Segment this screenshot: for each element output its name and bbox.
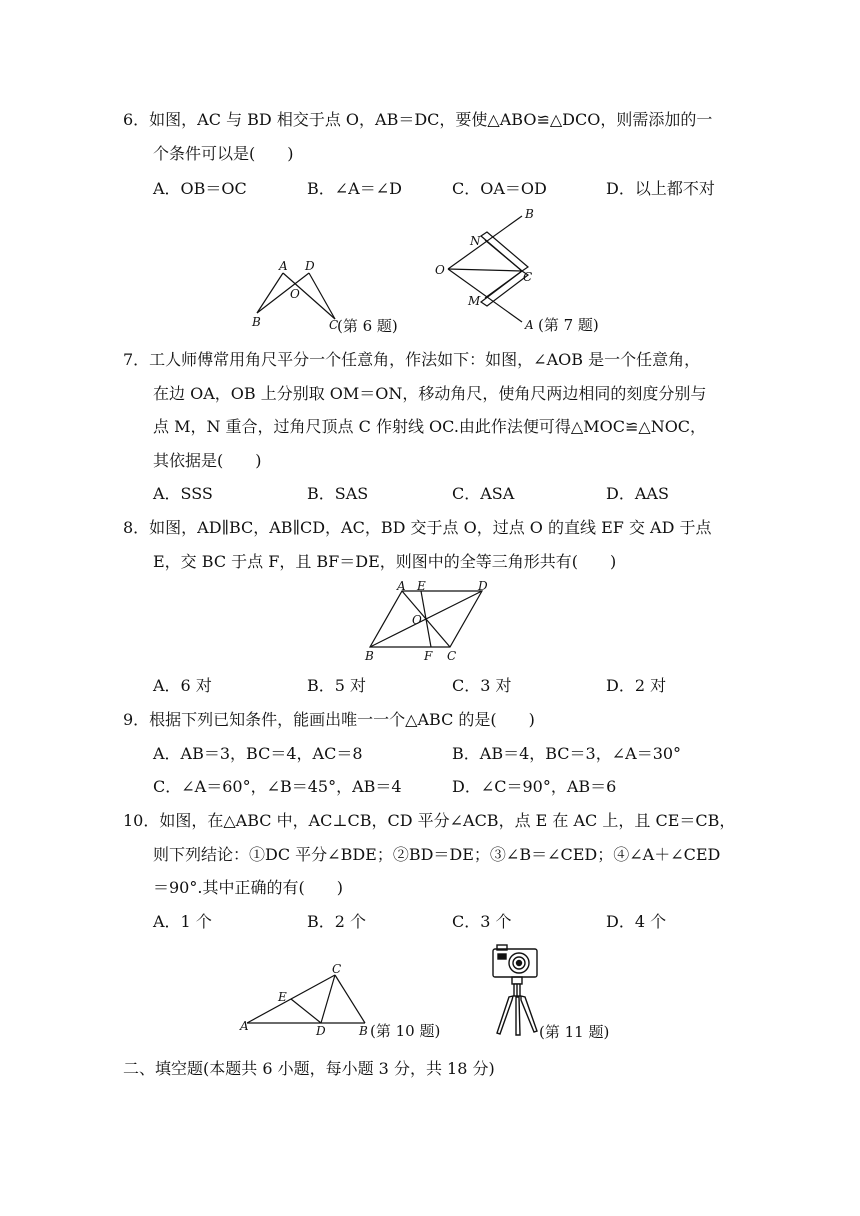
q8-label-a: A — [397, 579, 406, 593]
q10-option-c: C．3 个 — [452, 912, 512, 931]
q8-seg-ef — [421, 591, 431, 647]
q8-figure — [360, 580, 500, 665]
q6-label-c: C — [329, 318, 339, 332]
q6-line2: 个条件可以是( ) — [153, 144, 294, 163]
q10-line2: 则下列结论：①DC 平分∠BDE；②BD＝DE；③∠B＝∠CED；④∠A＋∠CED — [153, 845, 721, 864]
q6-label-a: A — [279, 259, 288, 273]
q8-line2: E，交 BC 于点 F，且 BF＝DE，则图中的全等三角形共有( ) — [153, 552, 617, 571]
q8-option-a: A．6 对 — [153, 676, 212, 695]
q10-seg-cb — [335, 975, 365, 1023]
q8-option-b: B．5 对 — [307, 676, 367, 695]
q6-seg-dc — [309, 273, 335, 319]
q10-label-e: E — [278, 990, 287, 1004]
q7-label-b: B — [525, 207, 534, 221]
q9-option-d: D．∠C＝90°，AB＝6 — [452, 777, 617, 796]
q6-seg-db — [257, 273, 309, 313]
q10-seg-ed — [291, 999, 321, 1023]
q10-option-b: B．2 个 — [307, 912, 367, 931]
q6-option-a: A．OB＝OC — [153, 179, 247, 198]
q8-option-c: C．3 对 — [452, 676, 512, 695]
q6-option-d: D．以上都不对 — [606, 179, 715, 198]
q6-figure-caption: (第 6 题) — [337, 317, 398, 335]
q8-label-b: B — [365, 649, 374, 663]
q10-label-a: A — [240, 1019, 249, 1033]
q8-label-f: F — [424, 649, 433, 663]
q6-figure — [245, 255, 415, 340]
q9-option-b: B．AB＝4，BC＝3，∠A＝30° — [452, 744, 682, 763]
q8-label-d: D — [478, 579, 488, 593]
q11-figure-caption: (第 11 题) — [539, 1023, 610, 1041]
q7-label-a: A — [525, 318, 534, 332]
section2-heading: 二、填空题(本题共 6 小题，每小题 3 分，共 18 分) — [123, 1059, 495, 1078]
q10-label-d: D — [316, 1024, 326, 1038]
q9-line1: 9．根据下列已知条件，能画出唯一一个△ABC 的是( ) — [123, 710, 535, 729]
q10-figure-caption: (第 10 题) — [370, 1022, 441, 1040]
q10-option-a: A．1 个 — [153, 912, 212, 931]
q7-line4: 其依据是( ) — [153, 451, 262, 470]
q7-option-c: C．ASA — [452, 484, 515, 503]
q10-label-c: C — [332, 962, 342, 976]
q8-line1: 8．如图，AD∥BC，AB∥CD，AC，BD 交于点 O，过点 O 的直线 EF 交 AD 于点 — [123, 518, 712, 537]
q10-label-b: B — [359, 1024, 368, 1038]
q6-line1: 6．如图，AC 与 BD 相交于点 O，AB＝DC，要使△ABO≌△DCO，则需添加的一 — [123, 110, 713, 129]
q7-label-c: C — [523, 270, 533, 284]
q7-label-o: O — [435, 263, 445, 277]
q7-ray-oa — [448, 269, 522, 322]
q10-line3: ＝90°.其中正确的有( ) — [153, 878, 343, 897]
q8-label-o: O — [412, 613, 422, 627]
q9-option-a: A．AB＝3，BC＝4，AC＝8 — [153, 744, 363, 763]
q7-ruler-arm-lower — [481, 271, 528, 306]
q6-label-o: O — [290, 287, 300, 301]
q7-line2: 在边 OA，OB 上分别取 OM＝ON，移动角尺，使角尺两边相同的刻度分别与 — [153, 384, 707, 403]
q7-option-d: D．AAS — [606, 484, 669, 503]
q7-figure — [430, 205, 620, 340]
q7-ruler-arm-upper — [481, 232, 528, 271]
q7-ray-oc — [448, 269, 522, 271]
q11-figure — [485, 943, 625, 1043]
q6-option-b: B．∠A＝∠D — [307, 179, 402, 198]
q6-label-d: D — [305, 259, 315, 273]
q10-seg-cd — [321, 975, 335, 1023]
q7-line1: 7．工人师傅常用角尺平分一个任意角，作法如下：如图，∠AOB 是一个任意角， — [123, 350, 701, 369]
q8-label-c: C — [447, 649, 457, 663]
q7-option-a: A．SSS — [153, 484, 213, 503]
tripod-icon — [497, 977, 537, 1035]
q8-label-e: E — [417, 579, 426, 593]
q8-option-d: D．2 对 — [606, 676, 667, 695]
q10-option-d: D．4 个 — [606, 912, 667, 931]
q7-label-m: M — [468, 294, 481, 308]
q7-label-n: N — [470, 234, 481, 248]
q7-line3: 点 M，N 重合，过角尺顶点 C 作射线 OC.由此作法便可得△MOC≌△NOC， — [153, 417, 707, 436]
q6-label-b: B — [252, 315, 261, 329]
q7-option-b: B．SAS — [307, 484, 369, 503]
q10-figure — [235, 955, 450, 1045]
camera-icon — [493, 945, 537, 977]
q7-figure-caption: (第 7 题) — [538, 316, 599, 334]
q6-option-c: C．OA＝OD — [452, 179, 547, 198]
q10-line1: 10．如图，在△ABC 中，AC⊥CB，CD 平分∠ACB，点 E 在 AC 上，且 CE＝CB， — [123, 811, 736, 830]
q9-option-c: C．∠A＝60°，∠B＝45°，AB＝4 — [153, 777, 402, 796]
q6-seg-ab — [257, 273, 283, 313]
